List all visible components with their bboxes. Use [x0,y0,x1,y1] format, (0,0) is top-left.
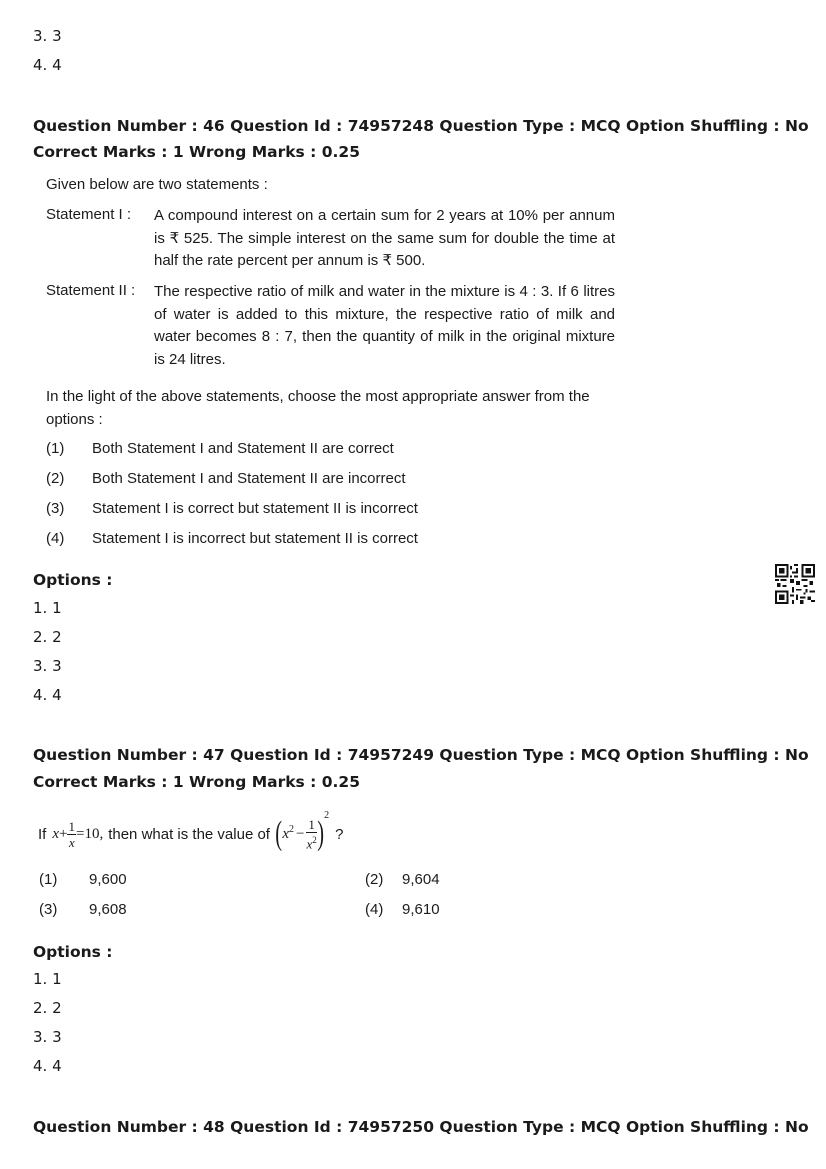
q46-prompt: In the light of the above statements, choose the most appropriate answer from the options : [46,388,590,428]
q47-minus: − [295,825,305,842]
qr-code-icon [775,564,815,604]
q46-choice-4-text: Statement I is incorrect but statement II is correct [92,530,418,547]
q47-question [38,812,343,856]
prev-option-3: 3. 3 [33,27,62,45]
prev-option-4: 4. 4 [33,56,62,74]
q46-intro: Given below are two statements : [46,176,268,193]
q46-marks: Correct Marks : 1 Wrong Marks : 0.25 [33,143,360,161]
q46-choice-3-num: (3) [46,500,65,517]
q47-choice-4-text: 9,610 [402,901,440,918]
q46-statement1-label: Statement I : [46,206,132,223]
q47-header: Question Number : 47 Question Id : 74957249 Question Type : MCQ Option Shuffling : No [33,746,809,764]
q47-left-paren: ( [275,815,283,852]
q46-statement2-label: Statement II : [46,282,136,299]
q47-marks: Correct Marks : 1 Wrong Marks : 0.25 [33,773,360,791]
q48-header: Question Number : 48 Question Id : 74957250 Question Type : MCQ Option Shuffling : No [33,1118,809,1136]
q46-statement1-text: A compound interest on a certain sum for 2 years at 10% per annum is ₹ 525. The simple interest on the same sum for double the time at half the rate percent per annum is ₹ 500. [154,207,615,269]
q47-option-1: 1. 1 [33,970,62,988]
q47-choice-3-num: (3) [39,901,58,918]
q47-choice-2-num: (2) [365,871,384,888]
q46-option-1: 1. 1 [33,599,62,617]
q47-right-paren: ) [317,815,324,852]
q47-frac2-den: x [306,836,313,852]
q47-x2: x [282,825,289,842]
q47-frac2-num: 1 [308,816,315,832]
q47-eq: =10, [75,825,104,842]
q47-option-3: 3. 3 [33,1028,62,1046]
q46-statement2-text: The respective ratio of milk and water in the mixture is 4 : 3. If 6 litres of water is added to this mixture, the respective ratio of milk and water becomes 8 : 7, then the quantity of milk in the original mixture is 24 litres. [154,283,615,368]
q46-choice-4-num: (4) [46,530,65,547]
q47-plus: + [59,825,68,842]
q47-x2-sup: 2 [288,823,294,835]
q46-choice-2-num: (2) [46,470,65,487]
q47-outer-sup: 2 [324,810,330,821]
q47-choice-4-num: (4) [365,901,384,918]
q47-frac2-den-sup: 2 [312,834,317,845]
q46-choice-3-text: Statement I is correct but statement II is incorrect [92,500,418,517]
q47-mid-text: then what is the value of [108,825,270,843]
q47-choice-1-text: 9,600 [89,871,127,888]
q47-option-2: 2. 2 [33,999,62,1017]
q46-choice-1-text: Both Statement I and Statement II are correct [92,440,394,457]
q47-if: If [38,825,47,843]
q46-choice-1-num: (1) [46,440,65,457]
q47-choice-1-num: (1) [39,871,58,888]
q47-choice-2-text: 9,604 [402,871,440,888]
q47-x: x [52,825,60,842]
q46-header: Question Number : 46 Question Id : 74957248 Question Type : MCQ Option Shuffling : No [33,117,809,135]
q46-choice-2-text: Both Statement I and Statement II are incorrect [92,470,406,487]
q47-frac-den: x [68,834,75,850]
q47-question-mark: ? [335,825,344,843]
q46-option-2: 2. 2 [33,628,62,646]
q46-options-label: Options : [33,571,113,589]
q46-option-3: 3. 3 [33,657,62,675]
q47-option-4: 4. 4 [33,1057,62,1075]
q47-frac-num: 1 [68,818,75,834]
q47-choice-3-text: 9,608 [89,901,127,918]
q46-option-4: 4. 4 [33,686,62,704]
q47-options-label: Options : [33,943,113,961]
